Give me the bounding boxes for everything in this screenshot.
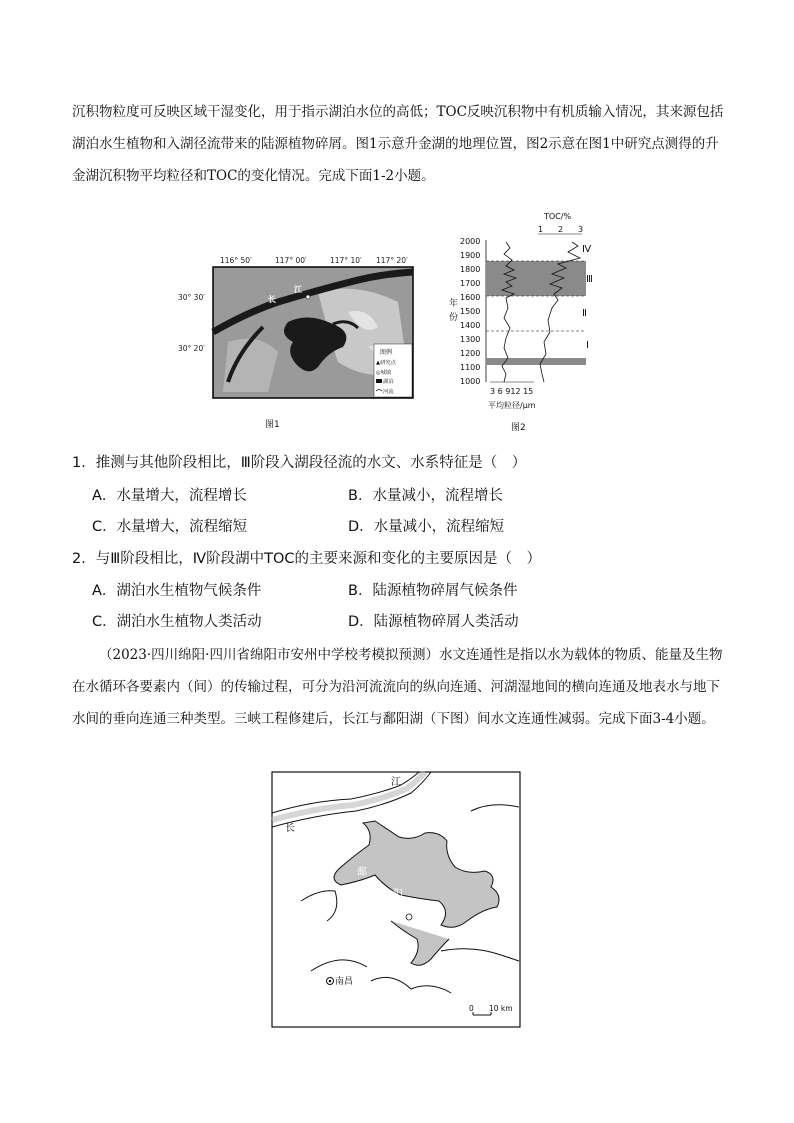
stage-1-strip xyxy=(486,358,586,365)
svg-text:1800: 1800 xyxy=(460,265,481,274)
figure-1-map xyxy=(168,252,430,402)
lon-label-3: 117° 10′ xyxy=(330,256,362,265)
river-char-1: 长 xyxy=(268,295,276,304)
x-label: 平均粒径/μm xyxy=(488,401,536,410)
toc-title: TOC/% xyxy=(544,212,572,221)
figure-2-caption: 图2 xyxy=(511,423,526,433)
toc-tick-3: 3 xyxy=(578,225,584,234)
stage-label-4: Ⅳ xyxy=(582,244,592,255)
lake-char-2: 阳 xyxy=(393,889,403,900)
y-label-2: 份 xyxy=(449,313,459,323)
stage-3-band xyxy=(486,261,586,296)
lon-label-2: 117° 00′ xyxy=(275,256,307,265)
svg-text:1400: 1400 xyxy=(460,321,481,330)
passage-2: （2023·四川绵阳·四川省绵阳市安州中学校考模拟预测）水文连通性是指以水为载体的物质、能量及生物在水循环各要素内（间）的传输过程，可分为沿河流流向的纵向连通、河湖湿地间的横向连通及地表水与地下水间的垂向连通三种类型。三峡工程修建后，长江与鄱阳湖（下图）间水文连通性减弱。完成下面3-4小题。 xyxy=(72,647,723,727)
question-2-stem: 2．与Ⅲ阶段相比，Ⅳ阶段湖中TOC的主要来源和变化的主要原因是（ ） xyxy=(72,551,541,567)
q1-option-b[interactable]: B．水量减小，流程增长 xyxy=(348,488,503,504)
town-marker xyxy=(306,295,310,299)
legend-item-river: 河流 xyxy=(383,389,394,395)
svg-text:1500: 1500 xyxy=(460,307,481,316)
lake-char-1: 鄱 xyxy=(357,867,367,878)
q1-option-c[interactable]: C．水量增大，流程缩短 xyxy=(92,519,248,535)
stage-label-3: Ⅲ xyxy=(586,274,593,285)
svg-text:1300: 1300 xyxy=(460,335,481,344)
q2-option-b[interactable]: B．陆源植物碎屑气候条件 xyxy=(348,583,518,599)
lon-label-4: 117° 20′ xyxy=(376,256,408,265)
lon-label-1: 116° 50′ xyxy=(220,256,252,265)
legend-item-town: ◎城镇 xyxy=(376,370,392,376)
svg-text:1900: 1900 xyxy=(460,251,481,260)
stage-label-2: Ⅱ xyxy=(582,308,587,319)
scale-zero: 0 xyxy=(469,1004,474,1013)
river-char-2: 江 xyxy=(294,285,302,294)
river-char-2: 江 xyxy=(391,777,401,788)
stage-label-1: Ⅰ xyxy=(586,340,589,351)
scale-label: 10 km xyxy=(489,1004,513,1013)
svg-text:1200: 1200 xyxy=(460,349,481,358)
lat-label-2: 30° 20′ xyxy=(178,344,205,353)
toc-tick-2: 2 xyxy=(558,225,564,234)
svg-text:1000: 1000 xyxy=(460,377,481,386)
river-char-1: 长 xyxy=(285,823,295,834)
q1-option-d[interactable]: D．水量减小，流程缩短 xyxy=(348,519,505,535)
lat-label-1: 30° 30′ xyxy=(178,293,205,302)
svg-text:2000: 2000 xyxy=(460,237,481,246)
nanchang-label: 南昌 xyxy=(335,977,354,987)
svg-text:1100: 1100 xyxy=(460,363,481,372)
legend-item-lake: 湖泊 xyxy=(383,379,394,385)
q2-option-c[interactable]: C．湖泊水生植物人类活动 xyxy=(92,614,262,630)
intro-paragraph: 沉积物粒度可反映区域干湿变化，用于指示湖泊水位的高低；TOC反映沉积物中有机质输入情况，其来源包括湖泊水生植物和入湖径流带来的陆源植物碎屑。图1示意升金湖的地理位置，图2示意在图1中研究点测得的升金湖沉积物平均粒径和TOC的变化情况。完成下面1-2小题。 xyxy=(72,104,724,184)
figure-2-chart xyxy=(440,208,600,422)
toc-tick-1: 1 xyxy=(538,225,544,234)
lake-char-3: 湖 xyxy=(431,903,441,914)
y-label-1: 年 xyxy=(449,299,459,309)
y-ticks xyxy=(460,237,480,386)
q2-option-a[interactable]: A．湖泊水生植物气候条件 xyxy=(92,583,262,599)
svg-text:1600: 1600 xyxy=(460,293,481,302)
legend-item-site: ▲研究点 xyxy=(376,360,396,366)
legend-title: 图例 xyxy=(380,349,393,356)
q1-option-a[interactable]: A．水量增大，流程增长 xyxy=(92,488,247,504)
question-1-stem: 1．推测与其他阶段相比，Ⅲ阶段入湖段径流的水文、水系特征是（ ） xyxy=(72,455,527,471)
poyang-lake-map xyxy=(271,771,521,1028)
svg-text:1700: 1700 xyxy=(460,279,481,288)
q2-option-d[interactable]: D．陆源植物碎屑人类活动 xyxy=(348,614,519,630)
x-ticks: 3 6 912 15 xyxy=(490,387,534,396)
figure-1-caption: 图1 xyxy=(265,420,280,430)
